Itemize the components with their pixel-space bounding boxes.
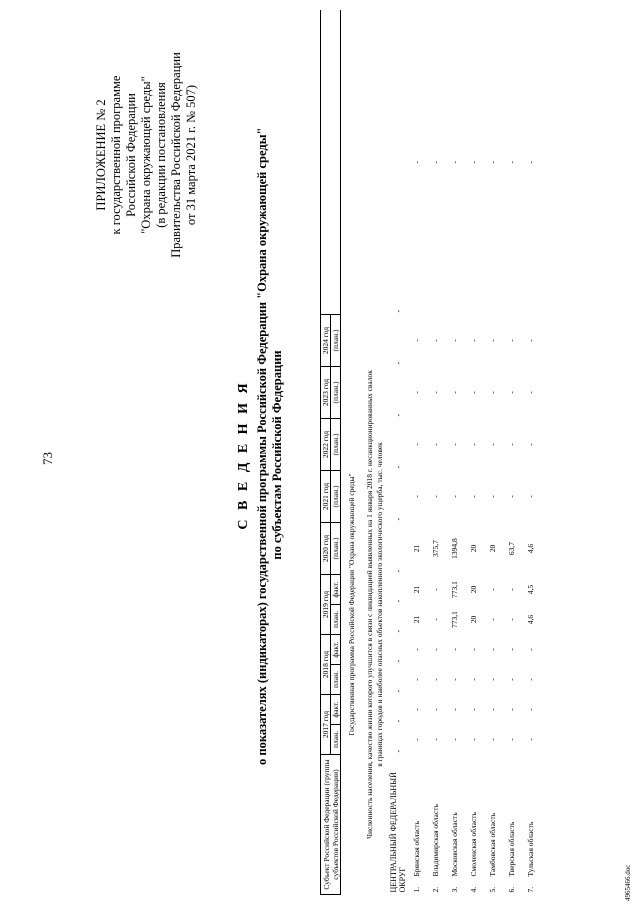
sub-header: факт. <box>331 635 341 665</box>
table-cell: - <box>507 618 516 621</box>
table-cell: - <box>431 738 440 741</box>
appendix-line: "Охрана окружающей среды" <box>139 76 153 234</box>
table-cell: - <box>393 689 403 693</box>
table-cell: - <box>412 648 421 651</box>
sub-header: план. <box>331 665 341 695</box>
table-cell: - <box>412 708 421 711</box>
table-cell: - <box>469 648 478 651</box>
table-row <box>426 10 445 895</box>
row-number: 3. <box>450 886 459 893</box>
row-number: 4. <box>469 886 478 893</box>
table-cell: 20 <box>469 585 478 594</box>
title-main: С В Е Д Е Н И Я <box>236 380 251 530</box>
appendix-line: Правительства Российской Федерации <box>169 52 183 258</box>
region-cell <box>502 755 521 895</box>
table-cell: - <box>450 339 459 342</box>
table-cell: 4,6 <box>526 614 535 625</box>
table-cell: - <box>488 443 497 446</box>
table-cell: - <box>488 391 497 394</box>
table-cell: 21 <box>412 585 421 594</box>
table-cell: 21 <box>412 544 421 553</box>
table-cell: - <box>526 738 535 741</box>
plan-year-header: 2021 год <box>321 471 331 523</box>
table-cell: - <box>488 161 497 164</box>
table-cell: - <box>507 678 516 681</box>
table-cell: - <box>431 161 440 164</box>
table-cell: - <box>507 588 516 591</box>
table-cell: - <box>412 738 421 741</box>
table-cell: 20 <box>469 615 478 624</box>
table-cell: - <box>507 391 516 394</box>
table-row <box>521 10 540 895</box>
row-number: 2. <box>431 886 440 893</box>
sub-header: план. <box>331 725 341 755</box>
table-cell: - <box>507 708 516 711</box>
row-number: 1. <box>412 886 421 893</box>
table-cell: - <box>488 588 497 591</box>
table-cell: - <box>469 708 478 711</box>
table-cell: - <box>488 648 497 651</box>
table-cell: - <box>469 443 478 446</box>
table-cell: - <box>488 708 497 711</box>
table-cell: - <box>488 738 497 741</box>
page-number: 73 <box>40 452 55 465</box>
sub-header: (план.) <box>331 367 341 419</box>
plan-year-header: 2020 год <box>321 523 331 575</box>
table-row <box>464 10 483 895</box>
appendix-line: от 31 марта 2021 г. № 507) <box>184 84 198 226</box>
table-cell: - <box>526 339 535 342</box>
appendix-line: Российской Федерации <box>124 93 138 217</box>
title-line: по субъектам Российской Федерации <box>270 350 284 560</box>
table-cell: - <box>507 648 516 651</box>
table-cell: - <box>507 161 516 164</box>
table-cell: - <box>526 708 535 711</box>
table-cell: - <box>412 391 421 394</box>
appendix-line: ПРИЛОЖЕНИЕ № 2 <box>94 99 108 211</box>
plan-year-header: 2023 год <box>321 367 331 419</box>
table-cell: - <box>412 443 421 446</box>
region-name: Московская область <box>450 812 459 877</box>
table-cell: - <box>412 678 421 681</box>
title-line: о показателях (индикаторах) государственной программы Российской Федерации "Охрана окружающей среды" <box>255 127 269 765</box>
table-cell: - <box>488 678 497 681</box>
table-cell: 375,7 <box>431 540 440 557</box>
document-title <box>236 127 285 765</box>
subject-header: Субъект Российской Федерации (группы субъектов Российской Федерации) <box>321 755 341 895</box>
row-number: 7. <box>526 886 535 893</box>
indicator-line: в границах городов и наиболее опасных объектов накопленного экологического ущерба, тыс. человек <box>375 442 384 767</box>
sub-header: факт. <box>331 575 341 605</box>
table-cell: - <box>431 339 440 342</box>
table-cell: - <box>507 339 516 342</box>
region-cell <box>464 755 483 895</box>
table-cell: - <box>431 391 440 394</box>
indicator-line: Численность населения, качество жизни которого улучшится в связи с ликвидацией выявленных на 1 января 2018 г. несанкционированных свалок <box>365 370 374 839</box>
region-cell <box>426 755 445 895</box>
table-cell: 773,1 <box>450 581 459 598</box>
region-cell <box>521 755 540 895</box>
table-cell: 63,7 <box>507 541 516 556</box>
region-name: Смоленская область <box>469 812 478 877</box>
table-cell: - <box>412 339 421 342</box>
table-cell: - <box>393 569 403 573</box>
file-name: 4965466.doc <box>624 864 632 901</box>
table-cell: - <box>412 495 421 498</box>
row-number: 5. <box>488 886 497 893</box>
sub-header: факт. <box>331 695 341 725</box>
table-cell: - <box>469 339 478 342</box>
table-row <box>483 10 502 895</box>
district-name: ЦЕНТРАЛЬНЫЙ ФЕДЕРАЛЬНЫЙ ОКРУГ <box>389 772 407 893</box>
row-number: 6. <box>507 886 516 893</box>
table-cell: - <box>450 161 459 164</box>
table-cell: - <box>431 443 440 446</box>
appendix-line: к государственной программе <box>109 75 123 235</box>
table-cell: - <box>393 361 403 365</box>
region-name: Владимирская область <box>431 804 440 877</box>
program-row: Государственная программа Российской Федерации "Охрана окружающей среды" <box>346 473 356 736</box>
table-cell: - <box>469 738 478 741</box>
table-cell: - <box>393 719 403 723</box>
table-cell: - <box>450 678 459 681</box>
table-cell: - <box>526 443 535 446</box>
region-cell <box>445 755 464 895</box>
sub-header: (план.) <box>331 471 341 523</box>
table-cell: - <box>507 443 516 446</box>
table-cell: - <box>450 495 459 498</box>
region-name: Тамбовская область <box>488 812 497 877</box>
table-cell: - <box>507 495 516 498</box>
sub-header: (план.) <box>331 523 341 575</box>
table-cell: - <box>393 309 403 313</box>
table-cell: - <box>526 648 535 651</box>
table-cell: - <box>393 413 403 417</box>
table-cell: 1394,8 <box>450 538 459 559</box>
year-header: 2018 год <box>321 635 331 695</box>
table-cell: - <box>431 588 440 591</box>
table-cell: - <box>526 495 535 498</box>
table-cell: - <box>526 391 535 394</box>
region-name: Тверская область <box>507 821 516 877</box>
region-cell <box>483 755 502 895</box>
sub-header: (план.) <box>331 315 341 367</box>
table-cell: 773,1 <box>450 611 459 628</box>
table-cell: - <box>450 708 459 711</box>
table-cell: 4,5 <box>526 584 535 595</box>
table-cell: - <box>469 391 478 394</box>
table-cell: - <box>393 599 403 603</box>
table-cell: - <box>393 465 403 469</box>
table-row <box>445 10 464 895</box>
table-cell: - <box>431 648 440 651</box>
table-cell: - <box>488 339 497 342</box>
table-cell: - <box>393 749 403 753</box>
plan-year-header: 2022 год <box>321 419 331 471</box>
table-cell: 21 <box>412 615 421 624</box>
table-cell: - <box>526 678 535 681</box>
table-cell: - <box>393 517 403 521</box>
appendix-header <box>94 25 199 285</box>
table-cell: - <box>469 161 478 164</box>
table-cell: - <box>488 618 497 621</box>
table-cell: - <box>469 678 478 681</box>
indicator-row <box>361 315 389 895</box>
sub-header: (план.) <box>331 419 341 471</box>
table-cell: - <box>450 648 459 651</box>
table-cell: - <box>526 161 535 164</box>
table-cell: - <box>450 443 459 446</box>
sub-header: план. <box>331 605 341 635</box>
table-cell: - <box>507 738 516 741</box>
table-cell: - <box>431 495 440 498</box>
table-cell: - <box>393 659 403 663</box>
table-cell: - <box>431 708 440 711</box>
appendix-line: (в редакции постановления <box>154 82 168 228</box>
region-name: Тульская область <box>526 821 535 877</box>
table-row <box>407 10 426 895</box>
year-header: 2017 год <box>321 695 331 755</box>
table-cell: - <box>431 678 440 681</box>
plan-year-header: 2024 год <box>321 315 331 367</box>
table-row <box>502 10 521 895</box>
table-cell: 20 <box>488 544 497 553</box>
table-cell: - <box>469 495 478 498</box>
table-cell: - <box>488 495 497 498</box>
indicators-table <box>320 10 540 895</box>
table-cell: 4,6 <box>526 543 535 554</box>
table-cell: - <box>431 618 440 621</box>
table-cell: - <box>450 738 459 741</box>
table-cell: - <box>412 161 421 164</box>
table-cell: 20 <box>469 544 478 553</box>
table-cell: - <box>393 629 403 633</box>
region-cell <box>407 755 426 895</box>
region-name: Брянская область <box>412 820 421 877</box>
year-header: 2019 год <box>321 575 331 635</box>
table-cell: - <box>450 391 459 394</box>
